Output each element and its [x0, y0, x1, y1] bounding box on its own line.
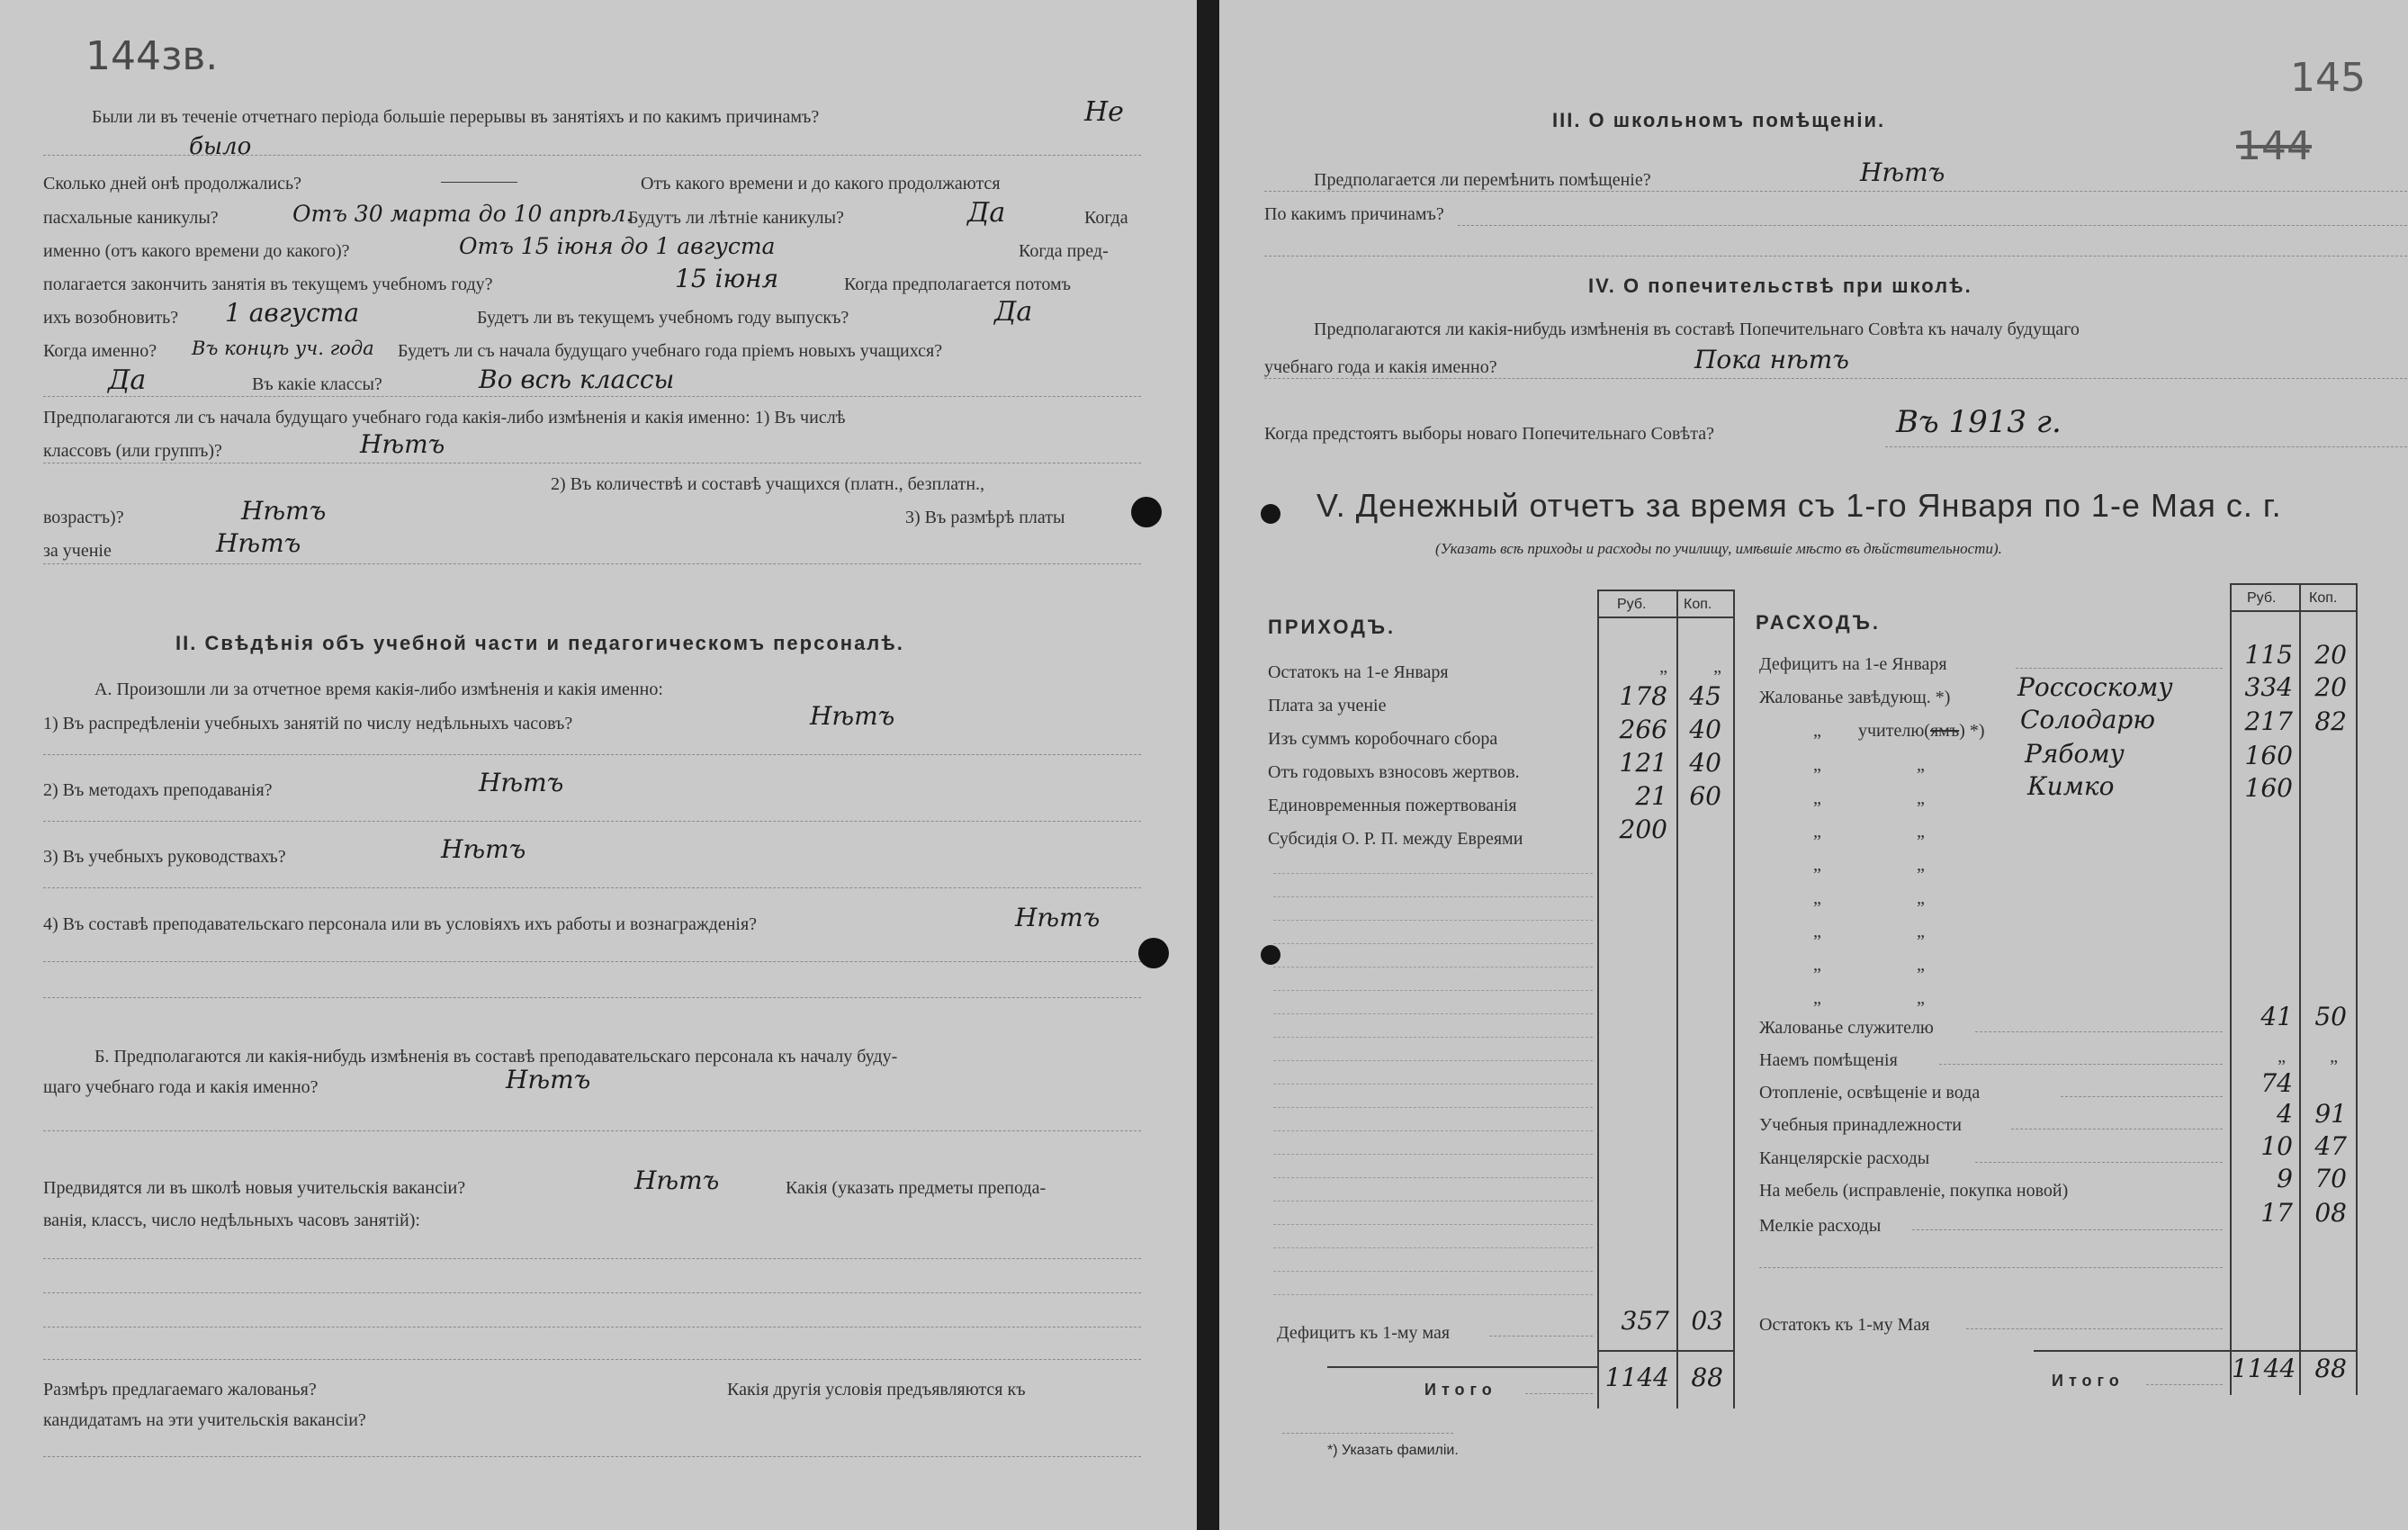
rent-rub: „ [2278, 1047, 2286, 1066]
ditto-mark: „ [1917, 922, 1925, 941]
q-salary: Размѣръ предлагаемаго жалованья? [43, 1380, 317, 1400]
quote-mark: „ [1813, 755, 1821, 775]
supplies-label: Учебныя принадлежности [1759, 1115, 1962, 1135]
teacher3-name: Кимко [2027, 771, 2115, 801]
ditto-mark: „ [1813, 855, 1821, 875]
income-col-kop: Коп. [1684, 597, 1712, 612]
income-row-label: Остатокъ на 1-е Января [1268, 662, 1449, 682]
ditto-mark: „ [1917, 888, 1925, 908]
income-row-label: Изъ суммъ коробочнаго сбора [1268, 729, 1498, 749]
income-row-rub: 266 [1619, 715, 1667, 744]
q-from-what-time: Отъ какого времени и до какого продолжаются [641, 174, 1001, 194]
income-row-rub: 121 [1619, 748, 1667, 778]
page-number-crossed: 144 [2236, 123, 2312, 169]
teacher-label-end: ) *) [1959, 721, 1985, 741]
a-changes-2: Нѣтъ [241, 496, 327, 526]
income-row-label: Отъ годовыхъ взносовъ жертвов. [1268, 762, 1520, 782]
section2-title: II. Свѣдѣнія объ учебной части и педагогическомъ персоналѣ. [175, 632, 904, 654]
a-graduation: Да [994, 296, 1033, 328]
office-rub: 10 [2260, 1131, 2293, 1161]
expense-col-kop: Коп. [2309, 590, 2338, 606]
income-row-label: Субсидія О. Р. П. между Евреями [1268, 829, 1523, 849]
expense-total-rub: 1144 [2232, 1354, 2296, 1383]
ditto-mark: „ [1917, 855, 1925, 875]
ditto-mark: „ [1917, 988, 1925, 1008]
expense-total-label: Итого [2052, 1372, 2125, 1390]
teacher-label-start: учителю( [1858, 721, 1930, 741]
q-changes-6: за ученіе [43, 541, 112, 561]
a-a3: Нѣтъ [441, 834, 526, 864]
q-a1: 1) Въ распредѣленіи учебныхъ занятій по числу недѣльныхъ часовъ? [43, 714, 573, 734]
supplies-rub: 4 [2277, 1099, 2293, 1129]
quote-mark: „ [1813, 788, 1821, 808]
q-a2: 2) Въ методахъ преподаванія? [43, 780, 273, 800]
income-total-rub: 1144 [1604, 1363, 1669, 1392]
a-resume: 1 августа [225, 298, 360, 328]
expense-col-rub: Руб. [2247, 590, 2277, 606]
teacher2-rub: 160 [2244, 741, 2293, 770]
q-b-2: щаго учебнаго года и какія именно? [43, 1077, 319, 1097]
income-heading: ПРИХОДЪ. [1268, 616, 1397, 638]
q-other-2: кандидатамъ на эти учительскія вакансіи? [43, 1410, 366, 1430]
a-summer: Да [967, 197, 1006, 229]
right-page [1219, 0, 2408, 1530]
binder-hole [1261, 945, 1280, 965]
archive-number: 144зв. [85, 33, 219, 79]
furniture-label: На мебель (исправленіе, покупка новой) [1759, 1181, 2069, 1201]
q-board-1: Предполагаются ли какія-нибудь измѣненія въ составѣ Попечительнаго Совѣта къ началу будущаго [1314, 320, 2080, 339]
ditto-mark: „ [1813, 988, 1821, 1008]
ditto-mark: „ [1813, 955, 1821, 975]
teacher-kop: 82 [2314, 706, 2347, 736]
income-row-rub: 21 [1635, 781, 1667, 811]
q-exactly: Когда именно? [43, 341, 157, 361]
q-vac-1: Предвидятся ли въ школѣ новыя учительскія вакансіи? [43, 1178, 466, 1198]
ditto-mark: „ [1813, 822, 1821, 842]
expense-total-kop: 88 [2314, 1354, 2347, 1383]
expense-heading: РАСХОДЪ. [1756, 611, 1881, 634]
q-a4: 4) Въ составѣ преподавательскаго персонала или въ условіяхъ ихъ работы и вознагражденія? [43, 914, 758, 934]
q-when-1: Когда [1084, 208, 1128, 228]
a-end: 15 іюня [675, 264, 779, 293]
a-change-premises: Нѣтъ [1860, 158, 1945, 187]
expense-deficit-kop: 20 [2314, 640, 2347, 670]
income-row-kop: 45 [1689, 681, 1721, 711]
q-classes: Въ какіе классы? [252, 374, 382, 394]
head-salary-rub: 334 [2244, 672, 2293, 702]
a-changes-1: Нѣтъ [360, 429, 445, 459]
furniture-rub: 9 [2277, 1164, 2293, 1193]
binder-hole [1131, 497, 1162, 527]
income-total-label: Итого [1424, 1381, 1497, 1399]
a-when: Отъ 15 іюня до 1 августа [459, 233, 776, 259]
income-row-rub: 200 [1619, 814, 1667, 844]
q-other-1: Какія другія условія предъявляются къ [727, 1380, 1026, 1400]
a-classes: Во всѣ классы [479, 364, 675, 394]
q-graduation: Будетъ ли въ текущемъ учебномъ году выпускъ? [477, 308, 849, 328]
q-summer: Будутъ ли лѣтніе каникулы? [628, 208, 844, 228]
q-changes-1: Предполагаются ли съ начала будущаго учебнаго года какія-либо измѣненія и какія именно: 1) Въ числѣ [43, 408, 846, 428]
rent-label: Наемъ помѣщенія [1759, 1050, 1898, 1070]
teacher-name: Солодарю [2020, 705, 2155, 734]
small-exp-label: Мелкіе расходы [1759, 1216, 1882, 1236]
quote-mark: „ [1917, 788, 1925, 808]
q-vac-3: ванія, классъ, число недѣльныхъ часовъ занятій): [43, 1210, 420, 1230]
a-b: Нѣтъ [506, 1065, 591, 1094]
quote-mark: „ [1917, 755, 1925, 775]
ditto-mark: „ [1917, 955, 1925, 975]
expense-deficit-label: Дефицитъ на 1-е Января [1759, 654, 1947, 674]
income-row-kop: „ [1713, 657, 1721, 677]
a-board: Пока нѣтъ [1694, 345, 1849, 374]
q-resume-2: ихъ возобновить? [43, 308, 179, 328]
a-a1: Нѣтъ [810, 701, 895, 731]
teacher3-rub: 160 [2244, 773, 2293, 803]
rent-kop: „ [2330, 1047, 2338, 1066]
a-elections: Въ 1913 г. [1896, 404, 2062, 440]
heating-rub: 74 [2260, 1068, 2293, 1098]
section5-title: V. Денежный отчетъ за время съ 1-го Января по 1-е Мая с. г. [1316, 487, 2282, 524]
q-when-3: Когда пред- [1019, 241, 1109, 261]
page-number: 145 [2290, 55, 2366, 101]
q-interruptions: Были ли въ теченіе отчетнаго періода большіе перерывы въ занятіяхъ и по какимъ причинамъ? [92, 107, 820, 127]
income-row-label: Единовременныя пожертвованія [1268, 796, 1517, 815]
income-row-rub: „ [1659, 657, 1667, 677]
q-admission: Будетъ ли съ начала будущаго учебнаго года пріемъ новыхъ учащихся? [398, 341, 943, 361]
a-easter: Отъ 30 марта до 10 апрѣл. [292, 201, 633, 227]
teacher2-name: Рябому [2025, 739, 2125, 769]
section3-title: III. О школьномъ помѣщеніи. [1552, 109, 1886, 131]
head-salary-label: Жалованье завѣдующ. *) [1759, 688, 1951, 707]
income-deficit-label: Дефицитъ къ 1-му мая [1277, 1323, 1451, 1343]
teacher-label-crossed: ямъ [1929, 721, 1960, 741]
servant-rub: 41 [2260, 1002, 2293, 1031]
income-deficit-rub: 357 [1621, 1306, 1669, 1336]
q-a: А. Произошли ли за отчетное время какія-либо измѣненія и какія именно: [94, 680, 663, 699]
a-interruptions-2: было [189, 133, 252, 160]
supplies-kop: 91 [2314, 1099, 2347, 1129]
a-interruptions-1: Не [1084, 96, 1124, 128]
expense-deficit-rub: 115 [2244, 640, 2293, 670]
q-days-lasted: Сколько дней онѣ продолжались? [43, 174, 302, 194]
small-exp-kop: 08 [2314, 1198, 2347, 1228]
q-b-1: Б. Предполагаются ли какія-нибудь измѣненія въ составѣ преподавательскаго персонала къ началу буду- [94, 1047, 898, 1066]
a-vac: Нѣтъ [634, 1166, 720, 1195]
left-page [0, 0, 1197, 1530]
servant-label: Жалованье служителю [1759, 1018, 1934, 1038]
servant-kop: 50 [2314, 1002, 2347, 1031]
q-vac-2: Какія (указать предметы препода- [786, 1178, 1047, 1198]
a-admission: Да [108, 364, 147, 396]
section5-note: (Указать всѣ приходы и расходы по училищу, имѣвшіе мѣсто въ дѣйствительности). [1435, 540, 2002, 557]
a-a2: Нѣтъ [479, 768, 564, 797]
income-row-kop: 60 [1689, 781, 1721, 811]
quote-mark: „ [1813, 721, 1821, 741]
office-kop: 47 [2314, 1131, 2347, 1161]
a-changes-3: Нѣтъ [216, 528, 301, 558]
income-total-kop: 88 [1691, 1363, 1723, 1392]
binder-hole [1138, 938, 1169, 968]
income-deficit-kop: 03 [1691, 1306, 1723, 1336]
q-end: полагается закончить занятія въ текущемъ учебномъ году? [43, 274, 493, 294]
a-a4: Нѣтъ [1015, 903, 1101, 932]
q-elections: Когда предстоятъ выборы новаго Попечительнаго Совѣта? [1264, 424, 1714, 444]
section4-title: IV. О попечительствѣ при школѣ. [1588, 274, 1972, 297]
q-a3: 3) Въ учебныхъ руководствахъ? [43, 847, 286, 867]
q-changes-2: классовъ (или группъ)? [43, 441, 222, 461]
q-change-premises: Предполагается ли перемѣнить помѣщеніе? [1314, 170, 1651, 190]
q-reasons: По какимъ причинамъ? [1264, 204, 1444, 224]
teacher-rub: 217 [2244, 706, 2293, 736]
q-resume-1: Когда предполагается потомъ [844, 274, 1071, 294]
income-row-kop: 40 [1689, 715, 1721, 744]
office-label: Канцелярскіе расходы [1759, 1148, 1930, 1168]
income-row-rub: 178 [1619, 681, 1667, 711]
ditto-mark: „ [1813, 922, 1821, 941]
q-changes-4: возрастъ)? [43, 508, 124, 527]
q-board-2: учебнаго года и какія именно? [1264, 357, 1497, 377]
heating-label: Отопленіе, освѣщеніе и вода [1759, 1083, 1981, 1102]
ditto-mark: „ [1813, 888, 1821, 908]
a-exactly: Въ концѣ уч. года [192, 338, 374, 359]
ditto-mark: „ [1917, 822, 1925, 842]
binder-hole [1261, 504, 1280, 524]
head-salary-kop: 20 [2314, 672, 2347, 702]
teacher-label [1858, 720, 1985, 742]
q-changes-5: 3) Въ размѣрѣ платы [905, 508, 1065, 527]
q-when-2: именно (отъ какого времени до какого)? [43, 241, 350, 261]
income-col-rub: Руб. [1617, 597, 1647, 612]
footnote: *) Указать фамиліи. [1327, 1443, 1459, 1458]
balance-label: Остатокъ къ 1-му Мая [1759, 1315, 1930, 1335]
q-changes-3: 2) Въ количествѣ и составѣ учащихся (платн., безплатн., [551, 474, 985, 494]
q-easter: пасхальные каникулы? [43, 208, 219, 228]
head-salary-name: Россоскому [2017, 672, 2173, 702]
small-exp-rub: 17 [2260, 1198, 2293, 1228]
income-row-kop: 40 [1689, 748, 1721, 778]
furniture-kop: 70 [2314, 1164, 2347, 1193]
income-row-label: Плата за ученіе [1268, 696, 1387, 716]
